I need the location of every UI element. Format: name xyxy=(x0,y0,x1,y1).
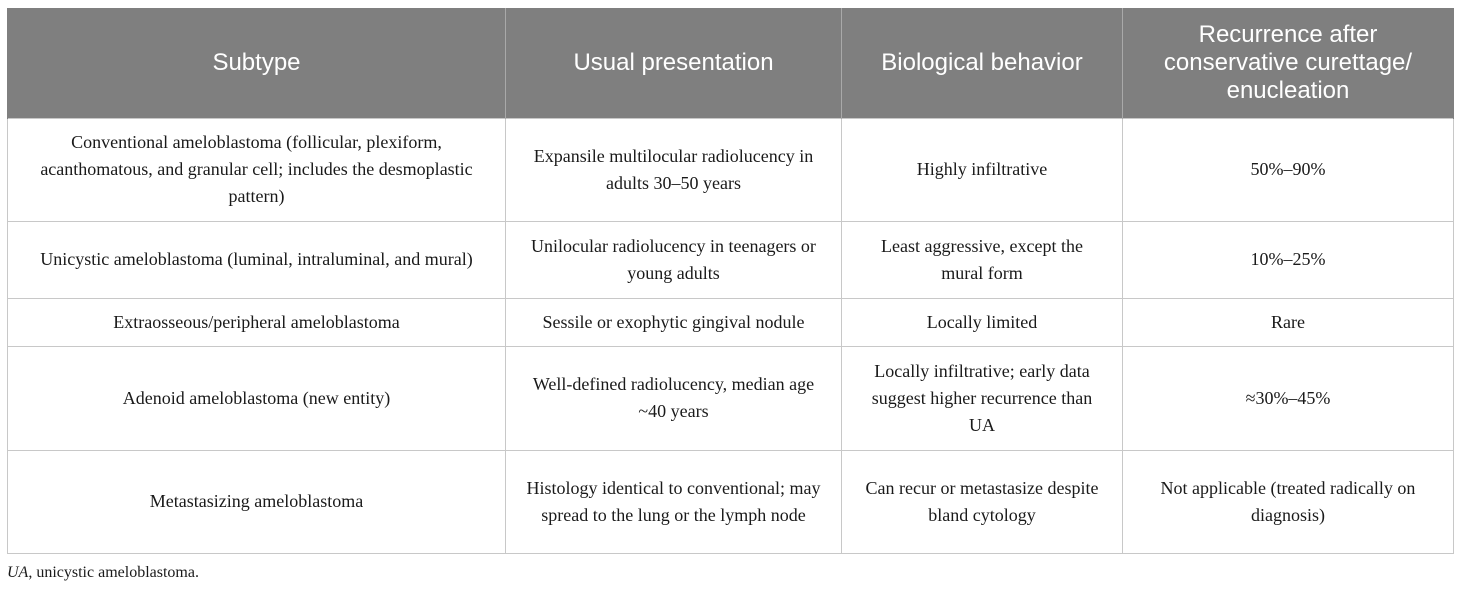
cell-subtype: Extraosseous/peripheral ameloblastoma xyxy=(8,298,506,346)
header-row xyxy=(8,8,1454,118)
table-row xyxy=(8,450,1454,553)
header-subtype: Subtype xyxy=(8,8,506,118)
cell-recurrence: 50%–90% xyxy=(1123,118,1454,221)
cell-behavior: Can recur or metastasize despite bland cytology xyxy=(842,450,1123,553)
cell-recurrence: 10%–25% xyxy=(1123,221,1454,298)
footnote-definition: , unicystic ameloblastoma. xyxy=(28,564,199,581)
ameloblastoma-subtypes-table xyxy=(7,8,1454,554)
table-footnote xyxy=(7,563,199,583)
cell-subtype: Adenoid ameloblastoma (new entity) xyxy=(8,346,506,450)
table-header xyxy=(8,8,1454,118)
cell-recurrence: Not applicable (treated radically on diagnosis) xyxy=(1123,450,1454,553)
table-row xyxy=(8,118,1454,221)
cell-presentation: Sessile or exophytic gingival nodule xyxy=(506,298,842,346)
cell-behavior: Highly infiltrative xyxy=(842,118,1123,221)
header-usual-presentation: Usual presentation xyxy=(506,8,842,118)
cell-subtype: Metastasizing ameloblastoma xyxy=(8,450,506,553)
cell-behavior: Locally infiltrative; early data suggest higher recurrence than UA xyxy=(842,346,1123,450)
cell-behavior: Least aggressive, except the mural form xyxy=(842,221,1123,298)
table-row xyxy=(8,346,1454,450)
cell-behavior: Locally limited xyxy=(842,298,1123,346)
cell-presentation: Unilocular radiolucency in teenagers or young adults xyxy=(506,221,842,298)
cell-subtype: Conventional ameloblastoma (follicular, plexiform, acanthomatous, and granular cell; includes the desmoplastic pattern) xyxy=(8,118,506,221)
table-row xyxy=(8,298,1454,346)
table-row xyxy=(8,221,1454,298)
cell-recurrence: ≈30%–45% xyxy=(1123,346,1454,450)
cell-presentation: Expansile multilocular radiolucency in adults 30–50 years xyxy=(506,118,842,221)
footnote-abbreviation: UA xyxy=(7,564,29,581)
cell-presentation: Well-defined radiolucency, median age ~40 years xyxy=(506,346,842,450)
header-recurrence: Recurrence after conservative curettage/ enucleation xyxy=(1123,8,1454,118)
cell-recurrence: Rare xyxy=(1123,298,1454,346)
cell-subtype: Unicystic ameloblastoma (luminal, intraluminal, and mural) xyxy=(8,221,506,298)
table-body xyxy=(8,118,1454,553)
cell-presentation: Histology identical to conventional; may spread to the lung or the lymph node xyxy=(506,450,842,553)
header-biological-behavior: Biological behavior xyxy=(842,8,1123,118)
